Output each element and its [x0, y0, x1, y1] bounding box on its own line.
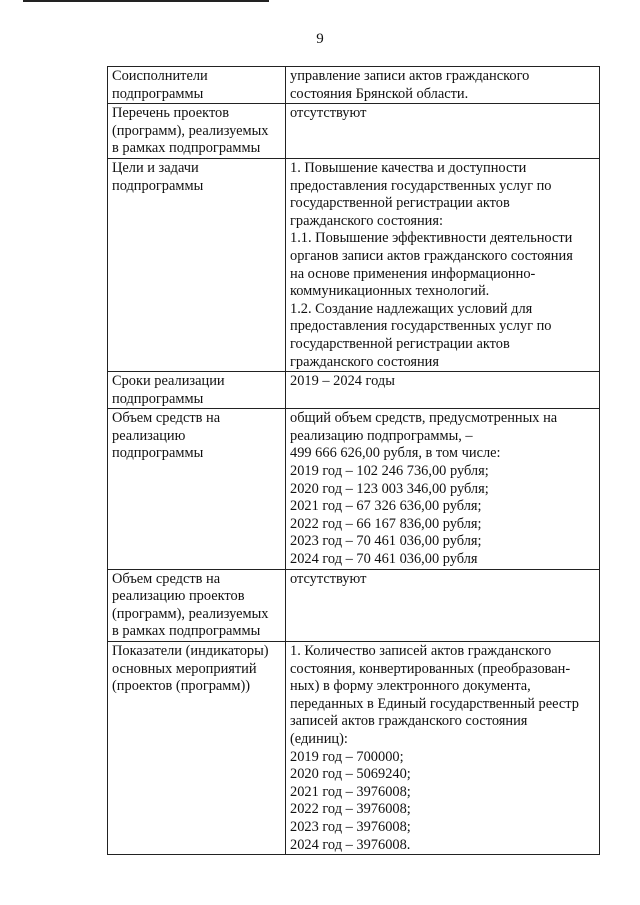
value-line: предоставления государственных услуг по	[290, 318, 552, 335]
value-line: гражданского состояния:	[290, 212, 444, 229]
row-value	[286, 409, 600, 569]
page-number: 9	[316, 31, 324, 47]
row-value	[286, 642, 600, 855]
value-line: органов записи актов гражданского состояния	[290, 247, 573, 264]
value-line: 2020 год – 123 003 346,00 рубля;	[290, 480, 489, 497]
value-line: переданных в Единый государственный реестр	[290, 695, 579, 712]
value-line: 1.2. Создание надлежащих условий для	[290, 300, 533, 317]
passport-table-body	[108, 67, 600, 855]
value-line: записей актов гражданского состояния	[290, 713, 528, 730]
row-value	[286, 67, 600, 104]
value-line: 2022 год – 66 167 836,00 рубля;	[290, 515, 482, 532]
value-line: 2019 – 2024 годы	[290, 373, 395, 390]
value-line: 1. Повышение качества и доступности	[290, 159, 527, 176]
value-line: 2023 год – 3976008;	[290, 818, 411, 835]
value-line: отсутствуют	[290, 570, 367, 587]
table-row	[108, 569, 600, 641]
value-line: (единиц):	[290, 730, 348, 747]
value-line: 2024 год – 3976008.	[290, 836, 411, 853]
value-line: предоставления государственных услуг по	[290, 177, 552, 194]
value-line: 2020 год – 5069240;	[290, 766, 411, 783]
row-value	[286, 569, 600, 641]
table-row	[108, 67, 600, 104]
value-line: 2019 год – 700000;	[290, 748, 404, 765]
table-row	[108, 372, 600, 409]
value-line: 2021 год – 67 326 636,00 рубля;	[290, 498, 482, 515]
value-line: отсутствуют	[290, 105, 367, 122]
value-line: общий объем средств, предусмотренных на	[290, 410, 558, 427]
value-line: 2021 год – 3976008;	[290, 783, 411, 800]
row-label: Сроки реализации подпрограммы	[108, 372, 286, 409]
value-line: коммуникационных технологий.	[290, 283, 490, 300]
value-line: на основе применения информационно-	[290, 265, 536, 282]
table-row	[108, 104, 600, 159]
value-line: 2023 год – 70 461 036,00 рубля;	[290, 533, 482, 550]
value-line: управление записи актов гражданского	[290, 68, 530, 84]
value-line: ных) в форму электронного документа,	[290, 678, 531, 695]
value-line: 2022 год – 3976008;	[290, 801, 411, 818]
row-label: Объем средств на реализацию проектов (программ), реализуемых в рамках подпрограммы	[108, 569, 286, 641]
row-label: Цели и задачи подпрограммы	[108, 158, 286, 371]
row-value	[286, 372, 600, 409]
row-label: Соисполнители подпрограммы	[108, 67, 286, 104]
value-line: состояния Брянской области.	[290, 85, 469, 102]
value-line: 1. Количество записей актов гражданского	[290, 643, 552, 659]
value-line: 2024 год – 70 461 036,00 рубля	[290, 551, 478, 568]
table-row	[108, 409, 600, 569]
value-line: 2019 год – 102 246 736,00 рубля;	[290, 463, 489, 480]
value-line: гражданского состояния	[290, 353, 440, 370]
passport-table	[107, 66, 600, 855]
value-line: государственной регистрации актов	[290, 335, 510, 352]
value-line: государственной регистрации актов	[290, 195, 510, 212]
value-line: 499 666 626,00 рубля, в том числе:	[290, 445, 501, 462]
table-row	[108, 642, 600, 855]
top-rule	[23, 0, 269, 2]
row-value	[286, 158, 600, 371]
row-label: Объем средств на реализацию подпрограммы	[108, 409, 286, 569]
value-line: 1.1. Повышение эффективности деятельности	[290, 230, 573, 247]
row-value	[286, 104, 600, 159]
table-row	[108, 158, 600, 371]
value-line: состояния, конвертированных (преобразован-	[290, 660, 571, 677]
row-label: Перечень проектов (программ), реализуемых в рамках подпрограммы	[108, 104, 286, 159]
row-label: Показатели (индикаторы) основных мероприятий (проектов (программ))	[108, 642, 286, 855]
value-line: реализацию подпрограммы, –	[290, 427, 473, 444]
